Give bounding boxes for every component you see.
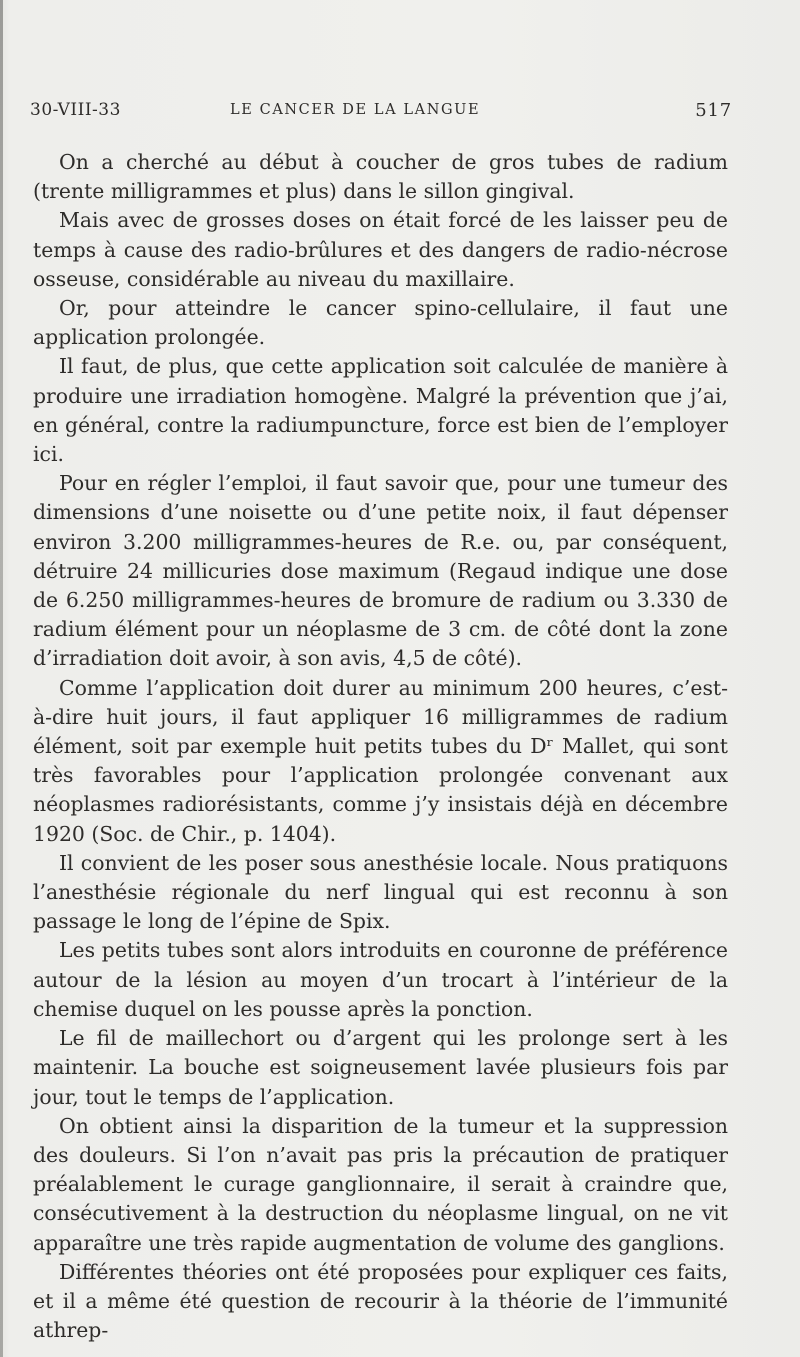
running-header: [30, 100, 732, 126]
header-title: LE CANCER DE LA LANGUE: [230, 102, 481, 118]
paragraph: Pour en régler l’emploi, il faut savoir que, pour une tumeur des dimensions d’une noisette ou d’une petite noix, il faut dépenser environ 3.200 milligrammes-heures de R.e. ou, par conséquent, détruire 24 millicuries dose maximum (Regaud indique une dose de 6.250 milligrammes-heures de bromure de radium ou 3.330 de radium élément pour un néoplasme de 3 cm. de côté dont la zone d’irradiation doit avoir, à son avis, 4,5 de côté).: [33, 471, 728, 671]
page-gutter-edge: [0, 0, 3, 1357]
paragraph: Il convient de les poser sous anesthésie locale. Nous pratiquons l’anesthésie régionale du nerf lingual qui est reconnu à son passage le long de l’épine de Spix.: [33, 850, 728, 934]
body-text: [33, 148, 728, 1345]
paragraph: Comme l’application doit durer au minimum 200 heures, c’est-à-dire huit jours, il faut appliquer 16 milligrammes de radium élément, soit par exemple huit petits tubes du Dʳ Mallet, qui sont très favorables pour l’application prolongée convenant aux néoplasmes radiorésistants, comme j’y insistais déjà en décembre 1920 (Soc. de Chir., p. 1404).: [33, 675, 728, 846]
paragraph: On obtient ainsi la disparition de la tumeur et la suppression des douleurs. Si l’on n’avait pas pris la précaution de pratiquer préalablement le curage ganglionnaire, il serait à craindre que, consécutivement à la destruction du néoplasme lingual, on ne vit apparaître une très rapide augmentation de volume des ganglions.: [33, 1113, 728, 1255]
paragraph: Il faut, de plus, que cette application soit calculée de manière à produire une irradiation homogène. Malgré la prévention que j’ai, en général, contre la radiumpuncture, force est bien de l’employer ici.: [33, 354, 728, 467]
paragraph: Or, pour atteindre le cancer spino-cellulaire, il faut une application prolongée.: [33, 296, 728, 350]
paragraph: Les petits tubes sont alors introduits en couronne de préférence autour de la lésion au moyen d’un trocart à l’intérieur de la chemise duquel on les pousse après la ponction.: [33, 938, 728, 1021]
header-date: 30-VIII-33: [30, 100, 121, 120]
page-number: 517: [695, 100, 732, 121]
paragraph: On a cherché au début à coucher de gros tubes de radium (trente milligrammes et plus) dans le sillon gingival.: [33, 150, 728, 204]
paragraph: Différentes théories ont été proposées pour expliquer ces faits, et il a même été question de recourir à la théorie de l’immunité athrep-: [33, 1259, 728, 1343]
paragraph: Le fil de maillechort ou d’argent qui les prolonge sert à les maintenir. La bouche est soigneusement lavée plusieurs fois par jour, tout le temps de l’application.: [33, 1026, 728, 1109]
paragraph: Mais avec de grosses doses on était forcé de les laisser peu de temps à cause des radio-brûlures et des dangers de radio-nécrose osseuse, considérable au niveau du maxillaire.: [33, 208, 728, 291]
